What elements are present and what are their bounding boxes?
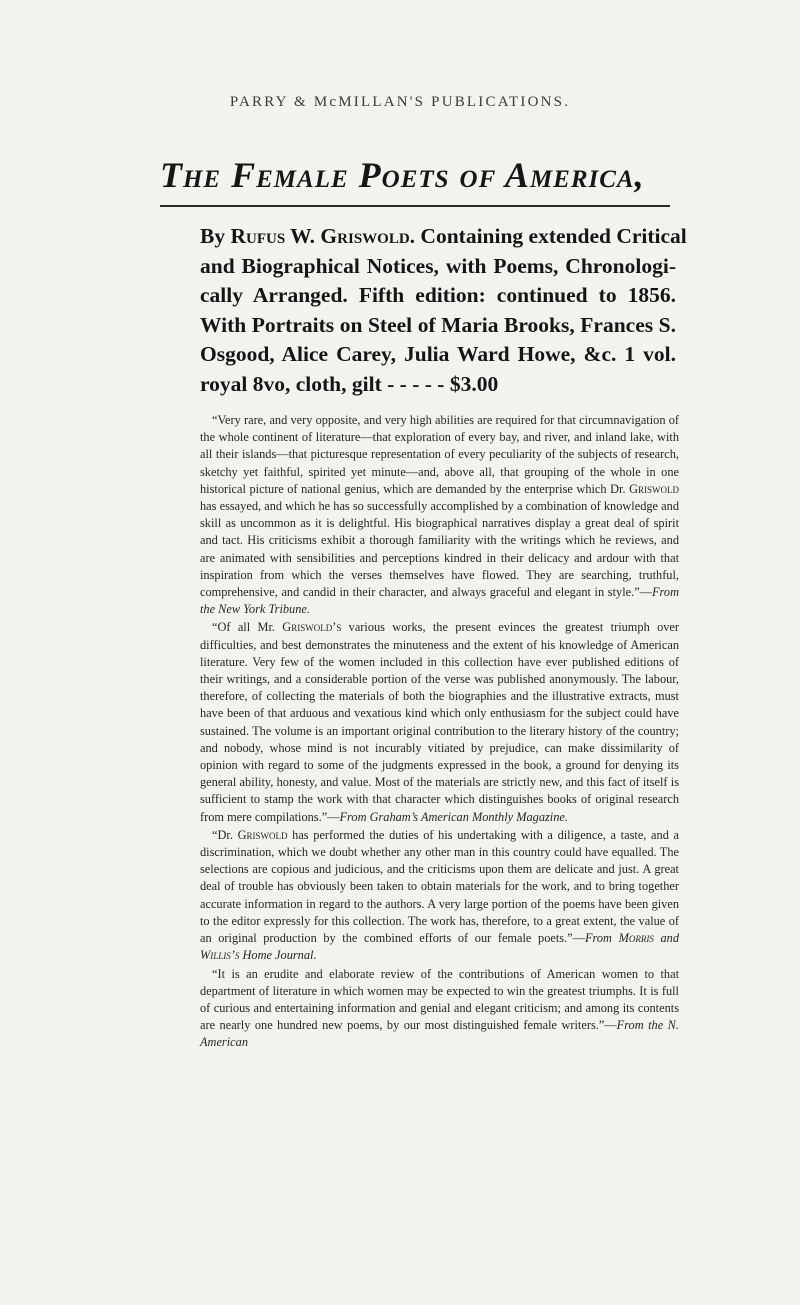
description-line: and Biographical Notices, with Poems, Chronologi- xyxy=(200,253,676,278)
author-name: Rufus W. Griswold xyxy=(230,224,410,248)
review-source: From Graham’s American Monthly Magazine. xyxy=(339,809,568,824)
description-line: Osgood, Alice Carey, Julia Ward Howe, &c. 1 vol. xyxy=(200,342,676,366)
review-tribune: “Very rare, and very opposite, and very high abilities are required for that circumnavigation of the whole continent of literature—that exploration of every bay, and river, and inland lake, with all their islands—that picturesque representation of every peculiarity of the subjects of research, sketchy yet faithful, spirited yet minute—and, above all, that grouping of the whole in one historical picture of national genius, which are demanded by the enterprise which Dr. Griswold has essayed, and which he has so successfully accomplished by a combination of knowledge and skill as uncommon as it is delightful. His biographical narratives display a great deal of spirit and tact. His criticisms exhibit a thorough familiarity with the writings which he reviews, and are animated with sensibilities and perceptions kindred in their delicacy and ardour with that inspiration from which the verses themselves have flowed. They are searching, truthful, comprehensive, and candid in their character, and always graceful and elegant in style.”—From the New York Tribune. xyxy=(200,413,679,617)
review-source: From the N. American xyxy=(200,1018,679,1050)
review-home-journal: “Dr. Griswold has performed the duties of his undertaking with a diligence, a taste, and a discrimination, which we doubt whether any other man in this country could have equalled. The selections are copious and judicious, and the criticisms upon them are delicate and just. A great deal of trouble has obviously been taken to obtain materials for the work, and to bring together accurate information in regard to the authors. A very large portion of the poems have been given to the editor expressly for this collection. The work has, therefore, to a great extent, the value of an original production by the combined efforts of our female poets.”—From Morris and Willis’s Home Journal. xyxy=(200,827,680,963)
book-title: The Female Poets of America, xyxy=(160,155,645,195)
book-description xyxy=(200,222,687,399)
leader-dashes: - - - - - xyxy=(387,371,445,396)
description-line: cally Arranged. Fifth edition: continued to 1856. xyxy=(200,283,676,307)
book-price: $3.00 xyxy=(449,371,499,396)
description-line: By Rufus W. Griswold. Containing extended Critical xyxy=(200,224,687,248)
book-format: royal 8vo, cloth, gilt xyxy=(200,371,382,396)
review-north-american: “It is an erudite and elaborate review of the contributions of American women to that department of literature in which women may be expected to win the greatest triumphs. It is full of curious and entertaining information and genial and elegant criticism; and among its contents are nearly one hundred new poems, by our most distinguished female writers.”—From the N. American xyxy=(200,966,679,1050)
description-line: With Portraits on Steel of Maria Brooks, Frances S. xyxy=(200,312,676,337)
press-reviews xyxy=(200,412,679,1053)
review-source: From the New York Tribune. xyxy=(200,585,679,617)
title-underline xyxy=(160,205,670,207)
review-source: From Morris and Willis’s Home Journal. xyxy=(200,931,679,963)
price-line xyxy=(200,370,676,400)
running-head: PARRY & McMILLAN'S PUBLICATIONS. xyxy=(229,94,571,110)
review-grahams: “Of all Mr. Griswold’s various works, the present evinces the greatest triumph over difficulties, and best demonstrates the minuteness and the extent of his knowledge of American literature. Very few of the women included in this collection have ever published editions of their writings, and a considerable portion of the verse was published anonymously. The labour, therefore, of collecting the materials of both the biographies and the illustrative extracts, must have been of that arduous and vexatious kind which only enthusiasm for the subject could have sustained. The volume is an important original contribution to the literary history of the country; and nobody, whose mind is not incurably vitiated by prejudice, can make dissimilarity of opinion with regard to some of the judgments expressed in the book, a ground for denying its general ability, honesty, and value. Most of the materials are strictly new, and this fact of itself is sufficient to stamp the work with that character which distinguishes books of original research from mere compilations.”—From Graham’s American Monthly Magazine. xyxy=(200,620,680,824)
